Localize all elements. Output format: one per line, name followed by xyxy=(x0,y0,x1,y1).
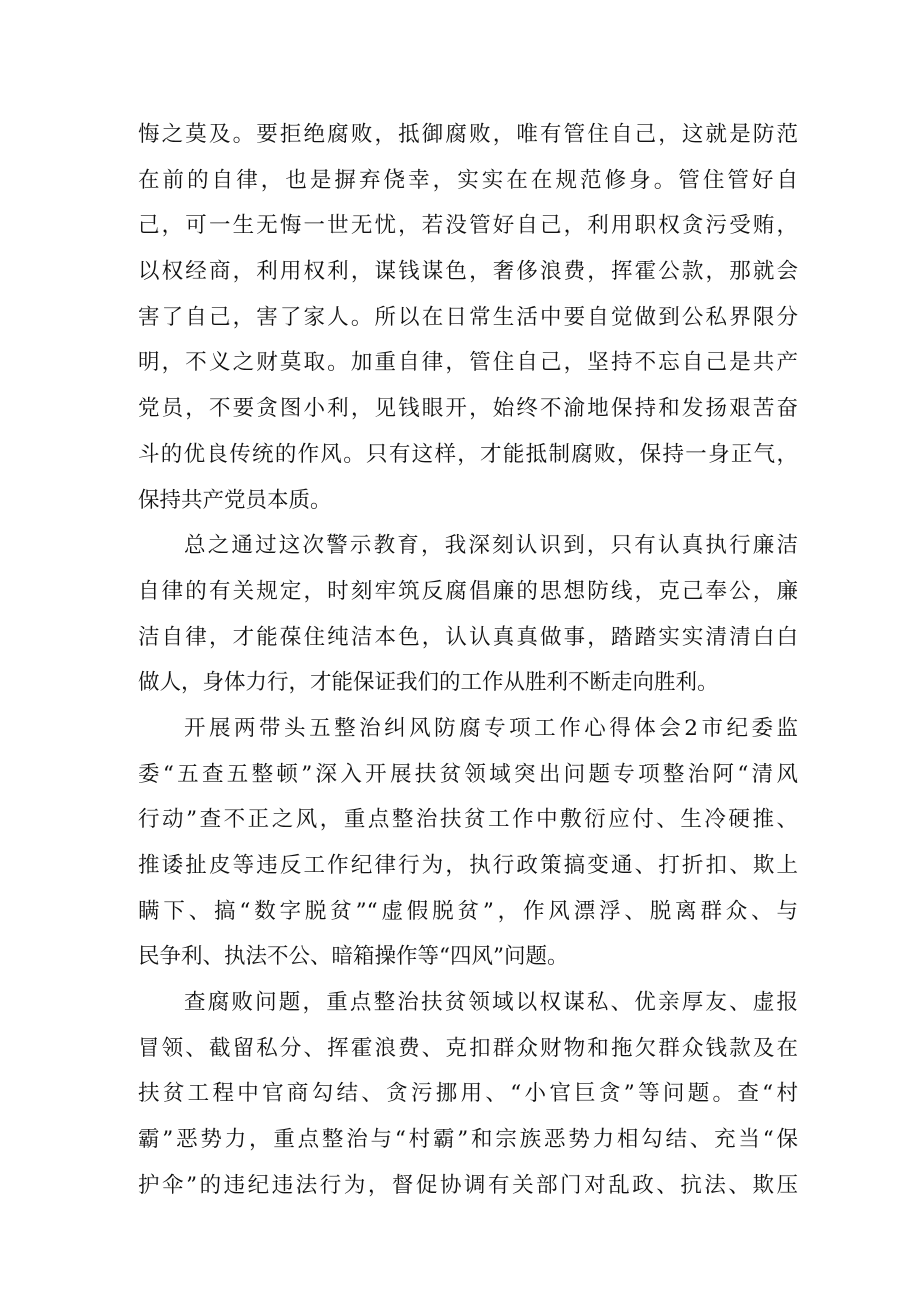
paragraph-2 xyxy=(138,523,798,706)
paragraph-4 xyxy=(138,980,798,1208)
text-line: 查腐败问题，重点整治扶贫领域以权谋私、优亲厚友、虚报 xyxy=(184,990,798,1016)
text-line: 冒领、截留私分、挥霍浪费、克扣群众财物和拖欠群众钱款及在 xyxy=(138,1035,798,1061)
text-line: 霸”恶势力，重点整治与“村霸”和宗族恶势力相勾结、充当“保 xyxy=(138,1127,798,1153)
text-line: 瞒下、搞“数字脱贫”“虚假脱贫”，作风漂浮、脱离群众、与 xyxy=(138,898,798,924)
text-line: 护伞”的违纪违法行为，督促协调有关部门对乱政、抗法、欺压 xyxy=(138,1172,798,1198)
text-line: 明，不义之财莫取。加重自律，管住自己，坚持不忘自己是共产 xyxy=(138,350,798,376)
text-line: 害了自己，害了家人。所以在日常生活中要自觉做到公私界限分 xyxy=(138,304,798,330)
text-line: 开展两带头五整治纠风防腐专项工作心得体会2市纪委监 xyxy=(184,715,798,741)
document-body xyxy=(138,112,798,1209)
text-line: 委“五查五整顿”深入开展扶贫领域突出问题专项整治阿“清风 xyxy=(138,761,798,787)
text-line: 悔之莫及。要拒绝腐败，抵御腐败，唯有管住自己，这就是防范 xyxy=(138,122,798,147)
text-line: 推诿扯皮等违反工作纪律行为，执行政策搞变通、打折扣、欺上 xyxy=(138,853,798,878)
text-line: 在前的自律，也是摒弃侥幸，实实在在规范修身。管住管好自 xyxy=(138,167,798,193)
text-line: 自律的有关规定，时刻牢筑反腐倡廉的思想防线，克己奉公，廉 xyxy=(138,578,798,604)
text-line: 保持共产党员本质。 xyxy=(138,487,332,513)
text-line: 做人，身体力行，才能保证我们的工作从胜利不断走向胜利。 xyxy=(138,670,719,696)
text-line: 以权经商，利用权利，谋钱谋色，奢侈浪费，挥霍公款，那就会 xyxy=(138,259,798,285)
text-line: 民争利、执法不公、暗箱操作等“四风”问题。 xyxy=(138,944,569,970)
text-line: 斗的优良传统的作风。只有这样，才能抵制腐败，保持一身正气， xyxy=(138,441,798,467)
text-line: 己，可一生无悔一世无忧，若没管好自己，利用职权贪污受贿， xyxy=(138,213,798,239)
paragraph-3 xyxy=(138,706,798,980)
text-line: 总之通过这次警示教育，我深刻认识到，只有认真执行廉洁 xyxy=(184,533,798,559)
paragraph-1 xyxy=(138,112,798,523)
text-line: 行动”查不正之风，重点整治扶贫工作中敷衍应付、生冷硬推、 xyxy=(138,807,798,833)
text-line: 党员，不要贪图小利，见钱眼开，始终不渝地保持和发扬艰苦奋 xyxy=(138,396,798,422)
text-line: 扶贫工程中官商勾结、贪污挪用、“小官巨贪”等问题。查“村 xyxy=(138,1081,798,1107)
text-line: 洁自律，才能葆住纯洁本色，认认真真做事，踏踏实实清清白白 xyxy=(138,624,798,650)
